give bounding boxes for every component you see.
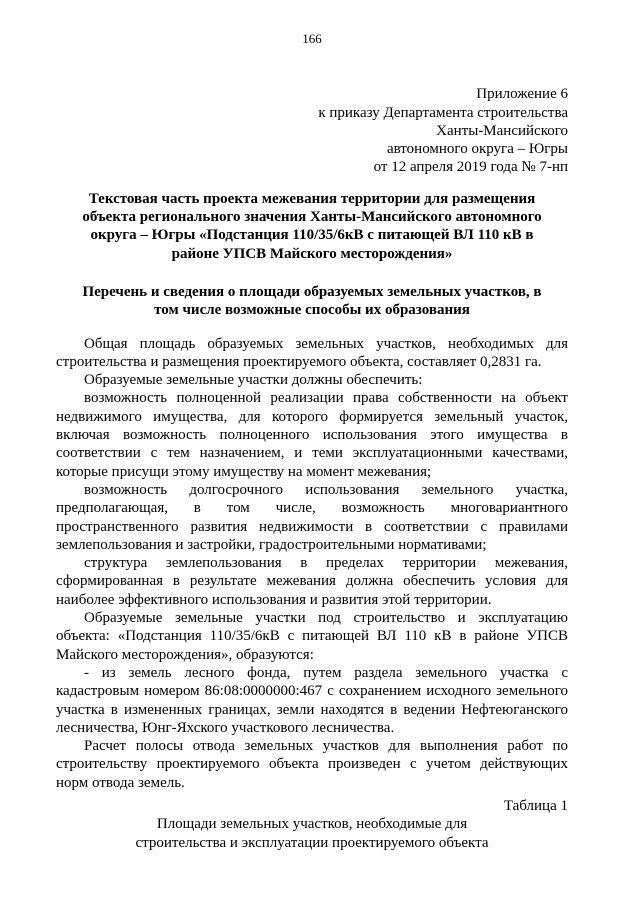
appendix-reference-line: Приложение 6 bbox=[476, 86, 568, 103]
table-caption-line: Площади земельных участков, необходимые для bbox=[156, 816, 468, 833]
paragraph: возможность долгосрочного использования земельного участка, предполагающая, в том числе, возможность многовариантного пространственного развития недвижимости в соответствии с правилами землепользования и застройки, градостроительными нормативами; bbox=[56, 481, 568, 553]
table-caption-line: строительства и эксплуатации проектируемого объекта bbox=[135, 834, 489, 851]
paragraph: Общая площадь образуемых земельных участков, необходимых для строительства и размещения проектируемого объекта, составляет 0,2831 га. bbox=[56, 335, 568, 370]
table-number: Таблица 1 bbox=[503, 797, 568, 814]
document-title bbox=[56, 190, 568, 263]
paragraph: структура землепользования в пределах территории межевания, сформированная в результате межевания должна обеспечить условия для наиболее эффективного использования и развития этой территории. bbox=[56, 555, 568, 608]
document-title-line: Текстовая часть проекта межевания территории для размещения bbox=[88, 190, 536, 207]
body-text bbox=[56, 335, 568, 792]
paragraph: Образуемые земельные участки под строительство и эксплуатацию объекта: «Подстанция 110/35/6кВ с питающей ВЛ 110 кВ в районе УПСВ Майского месторождения», образуются: bbox=[56, 610, 568, 663]
section-heading bbox=[56, 283, 568, 320]
appendix-reference-line: автономного округа – Югры bbox=[386, 141, 568, 158]
appendix-reference bbox=[56, 85, 568, 176]
document-title-line: объекта регионального значения Ханты-Мансийского автономного bbox=[82, 209, 542, 226]
paragraph: - из земель лесного фонда, путем раздела земельного участка с кадастровым номером 86:08:0000000:467 с сохранением исходного земельного участка в измененных границах, земли находятся в ведении Нефтеюганского лесничества, Юнг-Яхского участкового лесничества. bbox=[56, 664, 568, 736]
section-heading-line: Перечень и сведения о площади образуемых земельных участков, в bbox=[82, 283, 542, 300]
paragraph: возможность полноценной реализации права собственности на объект недвижимого имущества, для которого формируется земельный участок, включая возможность полноценного использования этого имущества в соответствии с тем назначением, и теми эксплуатационными качествами, которые присущи этому имуществу на момент межевания; bbox=[56, 390, 568, 480]
page-number: 166 bbox=[302, 31, 322, 46]
appendix-reference-line: Ханты-Мансийского bbox=[436, 122, 568, 139]
paragraph: Расчет полосы отвода земельных участков для выполнения работ по строительству проектируемого объекта произведен с учетом действующих норм отвода земель. bbox=[56, 738, 568, 791]
document-title-line: районе УПСВ Майского месторождения» bbox=[171, 245, 453, 262]
table-caption bbox=[56, 815, 568, 852]
appendix-reference-line: от 12 апреля 2019 года № 7-нп bbox=[373, 159, 568, 176]
appendix-reference-line: к приказу Департамента строительства bbox=[318, 104, 568, 121]
document-title-line: округа – Югры «Подстанция 110/35/6кВ с питающей ВЛ 110 кВ в bbox=[90, 227, 534, 244]
paragraph: Образуемые земельные участки должны обеспечить: bbox=[84, 372, 423, 389]
section-heading-line: том числе возможные способы их образования bbox=[154, 302, 470, 319]
